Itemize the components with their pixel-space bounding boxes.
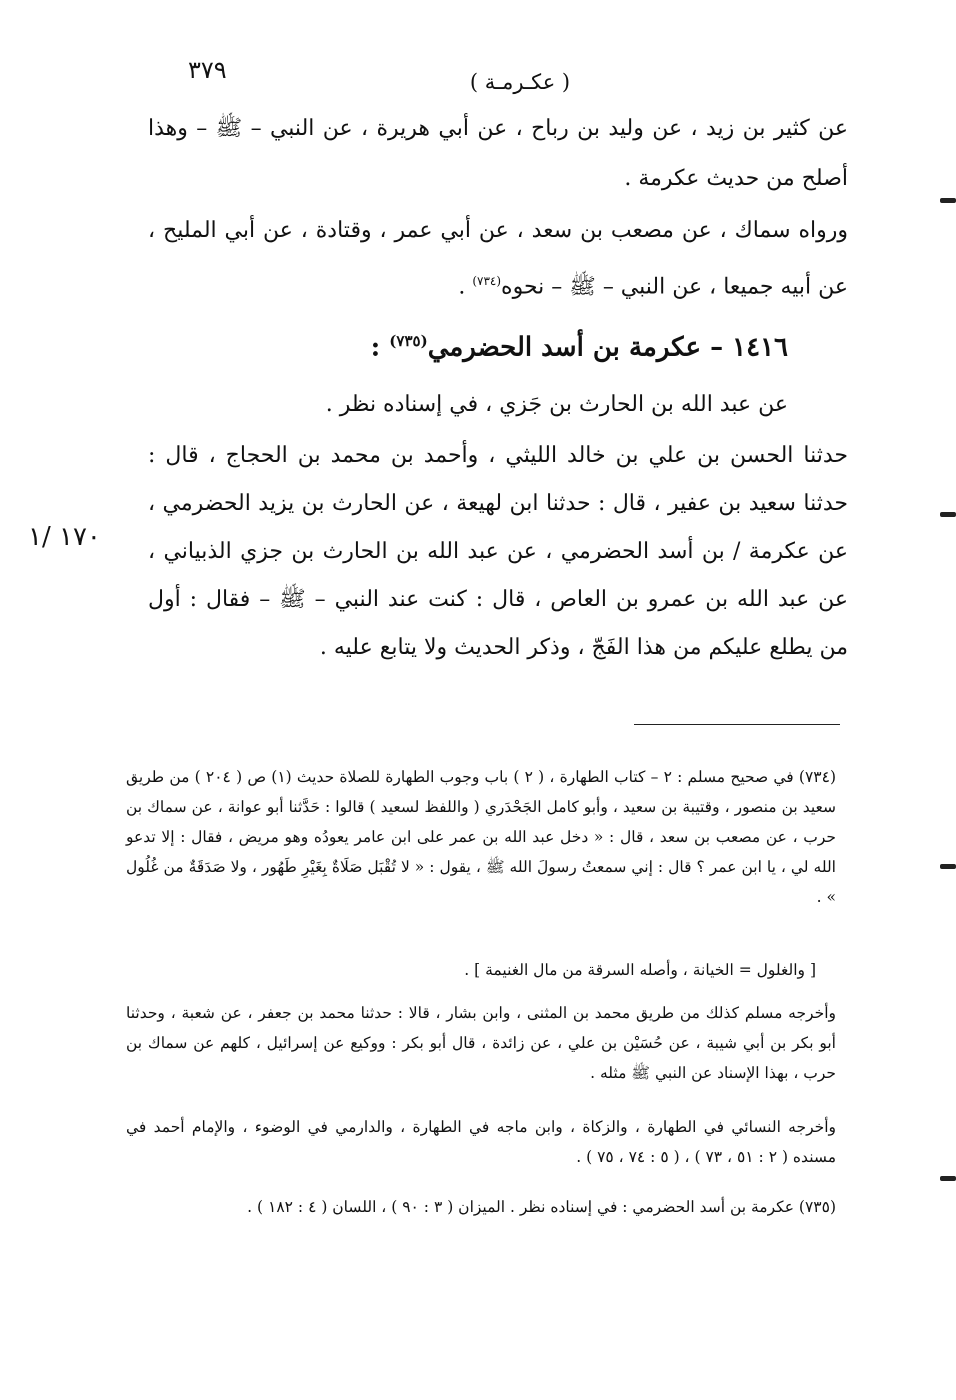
page-number: ٣٧٩ xyxy=(188,56,227,84)
scan-edge-mark xyxy=(940,1176,956,1181)
running-title: ( عكـرمـة ) xyxy=(469,70,571,94)
entry-heading-text: ١٤١٦ – عكرمة بن أسد الحضرمي xyxy=(427,332,788,363)
footnote-734-gloss: [ والغلول = الخيانة ، وأصله السرقة من مال الغنيمة ] . xyxy=(464,961,816,979)
paragraph-3: عن عبد الله بن الحارث بن جَزي ، في إسناده نظر . xyxy=(325,392,788,417)
footnote-734-others: وأخرجه النسائي في الطهارة ، والزكاة ، وابن ماجه في الطهارة ، والدارمي في الوضوء ، والإمام أحمد في مسنده ( ٢ : ٥١ ، ٧٣ ) ، ( ٥ : ٧٤ ، ٧٥ ) . xyxy=(126,1118,836,1166)
footnote-ref-734: (٧٣٤) xyxy=(472,274,502,288)
scan-edge-mark xyxy=(940,512,956,517)
paragraph-2-text: ورواه سماك ، عن مصعب بن سعد ، عن أبي عمر ، وقتادة ، عن أبي المليح ، عن أبيه جميعا ، عن النبي – ﷺ – نحوه xyxy=(148,218,848,300)
margin-page-reference: ١٧٠ /١ xyxy=(28,522,101,552)
footnote-735: (٧٣٥) عكرمة بن أسد الحضرمي : في إسناده نظر . الميزان ( ٣ : ٩٠ ) ، اللسان ( ٤ : ١٨٢ ) . xyxy=(247,1198,836,1216)
footnote-separator xyxy=(634,724,840,725)
paragraph-2 xyxy=(148,206,848,312)
entry-heading-end: : xyxy=(370,332,390,363)
entry-heading xyxy=(371,318,788,371)
scan-edge-mark xyxy=(940,864,956,869)
scan-edge-mark xyxy=(940,198,956,203)
footnote-734-muslim: وأخرجه مسلم كذلك من طريق محمد بن المثنى ، وابن بشار ، قالا : حدثنا محمد بن جعفر ، عن شعبة ، وحدثنا أبو بكر بن أبي شيبة ، عن حُسَيْن بن علي ، عن زائدة ، قال أبو بكر : ووكيع عن إسرائيل ، كلهم عن سماك بن حرب ، بهذا الإسناد عن النبي ﷺ مثله . xyxy=(126,1004,836,1082)
footnote-ref-735: (٧٣٥) xyxy=(389,332,428,350)
paragraph-1: عن كثير بن زيد ، عن وليد بن رباح ، عن أبي هريرة ، عن النبي – ﷺ – وهذا أصلح من حديث عكرمة . xyxy=(148,116,849,191)
paragraph-2-end: . xyxy=(458,274,473,300)
footnote-734: (٧٣٤) في صحيح مسلم : ٢ – كتاب الطهارة ، ( ٢ ) باب وجوب الطهارة للصلاة حديث (١) ص ( ٢٠٤ ) من طريق سعيد بن منصور ، وقتيبة بن سعيد ، وأبو كامل الجَحْدَري ( واللفظ لسعيد ) قالوا : حَدَّثنا أبو عوانة ، عن سماك بن حرب ، عن مصعب بن سعد ، قال : « دخل عبد الله بن عمر على ابن عامر يعودُه وهو مريض ، فقال : إلا تدعو الله لي ، يا ابن عمر ؟ قال : إني سمعتُ رسولَ الله ﷺ ، يقول : « لا تُقْبَل صَلَاةٌ بِغَيْرِ طَهُور ، ولا صَدَقَةٌ من غُلُول » . xyxy=(126,768,836,906)
paragraph-4: حدثنا الحسن بن علي بن خالد الليثي ، وأحمد بن محمد بن الحجاج ، قال : حدثنا سعيد بن عفير ، قال : حدثنا ابن لهيعة ، عن الحارث بن يزيد الحضرمي ، عن عكرمة / بن أسد الحضرمي ، عن عبد الله بن الحارث بن جزي الذبياني ، عن عبد الله بن عمرو بن العاص ، قال : كنت عند النبي – ﷺ – فقال : أول من يطلع عليكم من هذا الفَجّ ، وذكر الحديث ولا يتابع عليه . xyxy=(148,443,848,660)
